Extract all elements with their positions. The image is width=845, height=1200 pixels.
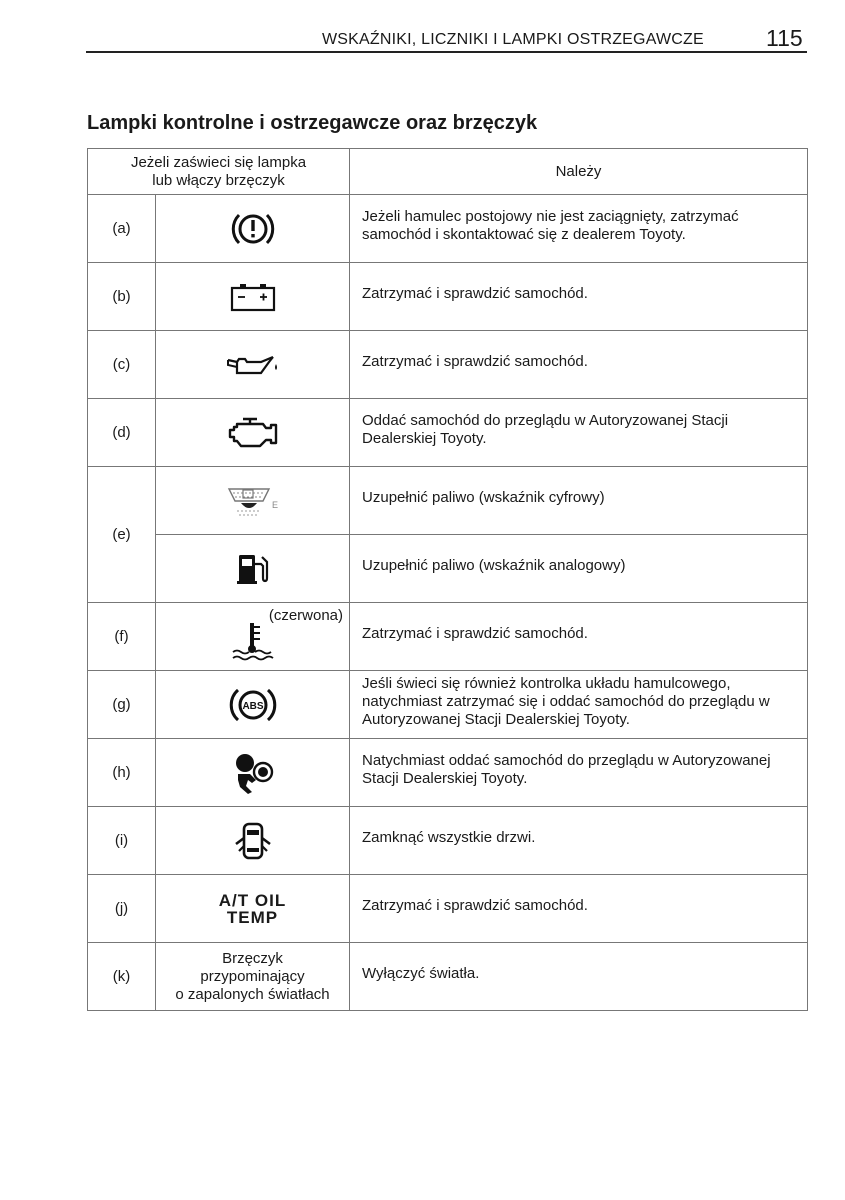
svg-text:E: E xyxy=(271,499,278,510)
table-row xyxy=(88,535,808,603)
row-action: Zamknąć wszystkie drzwi. xyxy=(362,828,536,846)
row-label: (j) xyxy=(88,875,156,943)
header-rule xyxy=(86,51,807,53)
door-open-icon xyxy=(233,821,273,861)
table-row xyxy=(88,875,808,943)
row-action: Oddać samochód do przeglądu w Autoryzowanej Stacji Dealerskiej Toyoty. xyxy=(362,411,729,447)
row-label: (e) xyxy=(88,467,156,603)
row-action: Zatrzymać i sprawdzić samochód. xyxy=(362,624,588,642)
icon-color-note: (czerwona) xyxy=(268,607,344,624)
fuel-pump-icon xyxy=(235,552,271,586)
header-action: Należy xyxy=(350,149,808,195)
page-number: 115 xyxy=(766,25,803,51)
check-engine-icon xyxy=(227,416,279,450)
row-label: (d) xyxy=(88,399,156,467)
row-action: Uzupełnić paliwo (wskaźnik cyfrowy) xyxy=(362,488,605,506)
parking-brake-warning-icon xyxy=(230,209,276,249)
buzzer-line1: Brzęczyk xyxy=(222,949,283,967)
oil-pressure-icon xyxy=(225,352,281,378)
row-action: Zatrzymać i sprawdzić samochód. xyxy=(362,352,588,370)
buzzer-line2: przypominający xyxy=(200,967,305,985)
table-row xyxy=(88,943,808,1011)
row-label: (c) xyxy=(88,331,156,399)
table-row xyxy=(88,671,808,739)
row-label: (b) xyxy=(88,263,156,331)
header-condition-line1: Jeżeli zaświeci się lampka xyxy=(130,153,307,171)
airbag-icon xyxy=(230,752,276,794)
running-header: WSKAŹNIKI, LICZNIKI I LAMPKI OSTRZEGAWCZE xyxy=(322,31,704,48)
row-action: Jeżeli hamulec postojowy nie jest zaciągnięty, zatrzymać samochód i skontaktować się z dealerem Toyoty. xyxy=(362,207,739,243)
coolant-temperature-icon xyxy=(231,619,275,663)
row-label: (i) xyxy=(88,807,156,875)
table-row xyxy=(88,399,808,467)
row-label: (k) xyxy=(88,943,156,1011)
row-label: (h) xyxy=(88,739,156,807)
table-row xyxy=(88,331,808,399)
buzzer-line3: o zapalonych światłach xyxy=(175,985,330,1003)
abs-icon xyxy=(229,685,277,725)
section-title: Lampki kontrolne i ostrzegawcze oraz brzęczyk xyxy=(87,112,538,134)
at-oil-temp-line2: TEMP xyxy=(226,907,279,927)
row-action: Zatrzymać i sprawdzić samochód. xyxy=(362,284,588,302)
row-label: (g) xyxy=(88,671,156,739)
header-condition-line2: lub włączy brzęczyk xyxy=(152,171,285,189)
light-reminder-buzzer xyxy=(156,950,349,1004)
table-header-row xyxy=(88,149,808,195)
row-action: Natychmiast oddać samochód do przeglądu w Autoryzowanej Stacji Dealerskiej Toyoty. xyxy=(362,751,771,787)
row-action: Wyłączyć światła. xyxy=(362,964,480,982)
table-row xyxy=(88,467,808,535)
table-row xyxy=(88,263,808,331)
fuel-level-digital-icon xyxy=(223,481,283,521)
warning-lights-table xyxy=(87,148,808,1011)
at-oil-temp-line1: A/T OIL xyxy=(218,890,287,910)
row-action: Jeśli świeci się również kontrolka układu hamulcowego, natychmiast zatrzymać się i oddać samochód do przeglądu w Autoryzowanej Stacji Dealerskiej Toyoty. xyxy=(362,674,770,728)
table-row xyxy=(88,195,808,263)
battery-charge-icon xyxy=(230,282,276,312)
row-action: Uzupełnić paliwo (wskaźnik analogowy) xyxy=(362,556,626,574)
row-action: Zatrzymać i sprawdzić samochód. xyxy=(362,896,588,914)
header-condition xyxy=(88,149,350,195)
row-label: (a) xyxy=(88,195,156,263)
table-row xyxy=(88,739,808,807)
abs-icon-text: ABS xyxy=(241,700,264,712)
row-label: (f) xyxy=(88,603,156,671)
table-row xyxy=(88,807,808,875)
at-oil-temp-indicator xyxy=(156,892,349,926)
table-row xyxy=(88,603,808,671)
